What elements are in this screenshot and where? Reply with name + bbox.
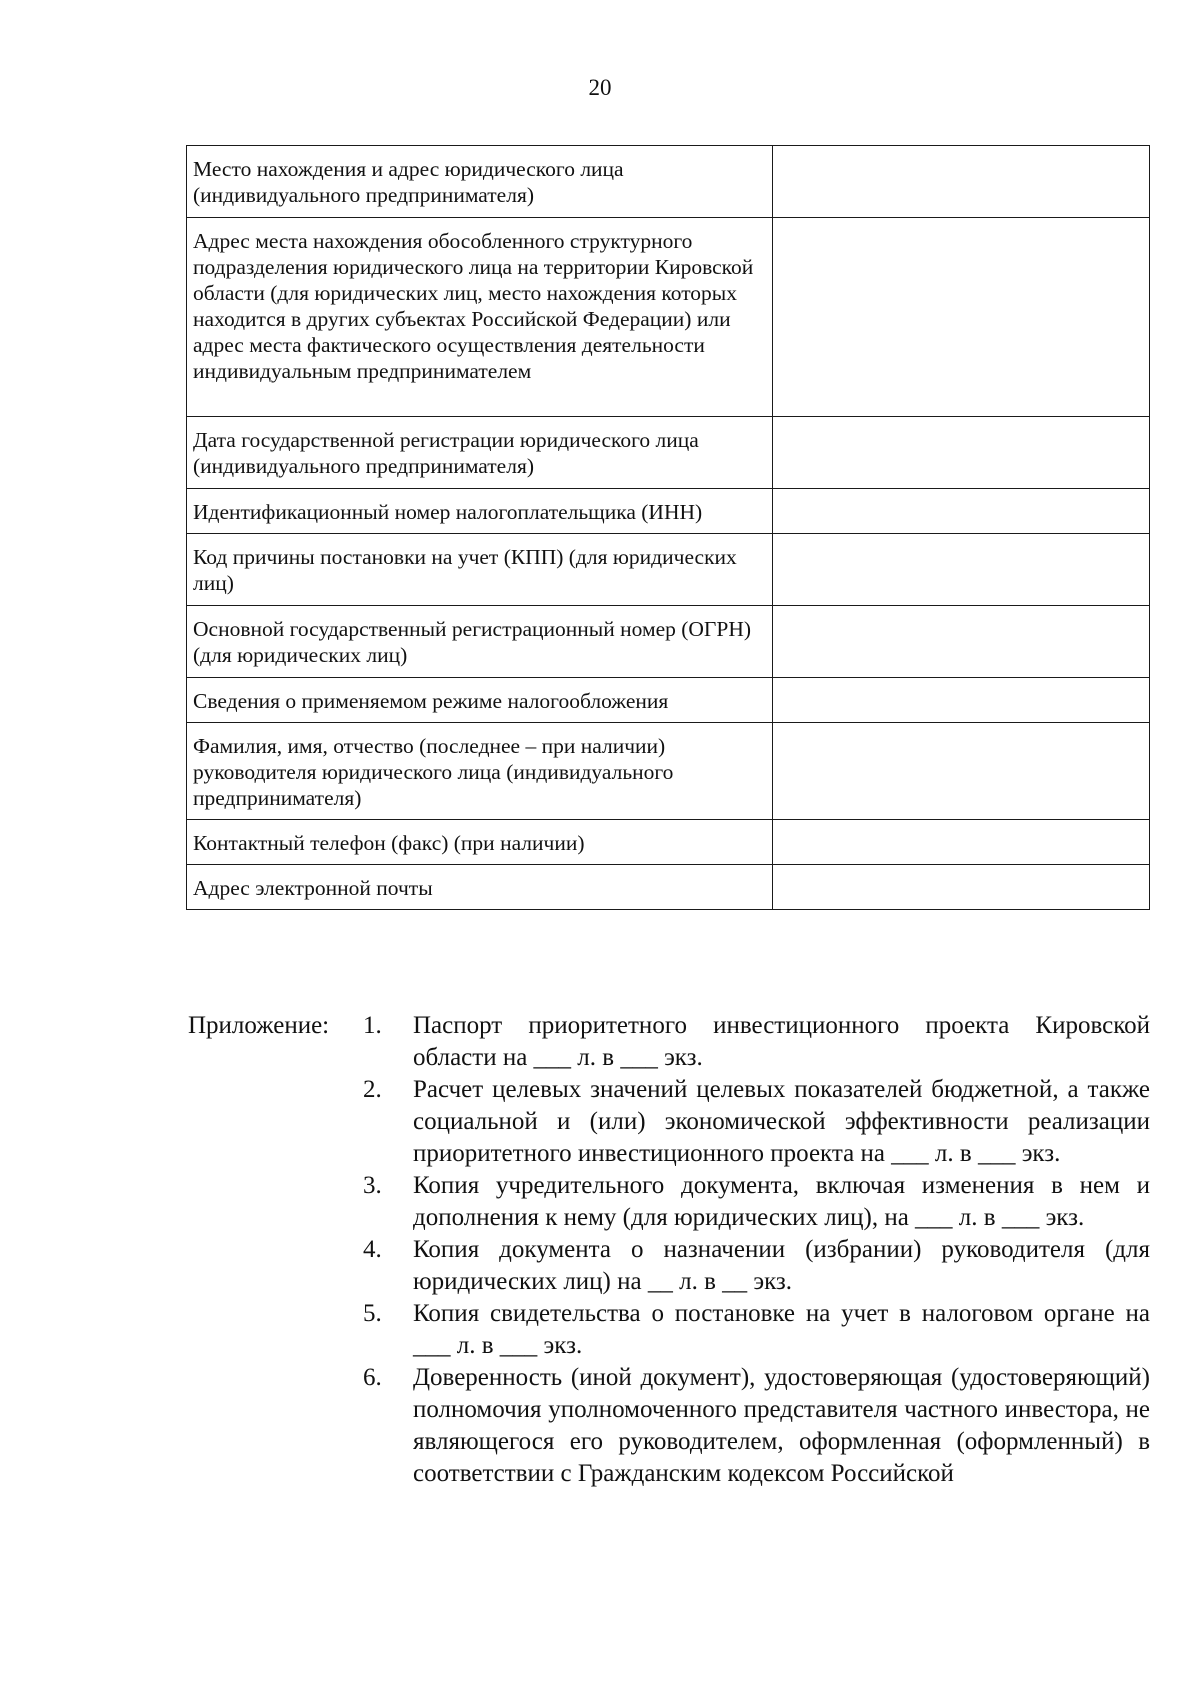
table-row (187, 489, 1150, 534)
table-row (187, 606, 1150, 678)
appendix-item (363, 1362, 1150, 1490)
page-number: 20 (588, 75, 612, 100)
appendix-item (363, 1298, 1150, 1362)
appendix-item (363, 1170, 1150, 1234)
field-label: Фамилия, имя, отчество (последнее – при наличии) руководителя юридического лица (индивидуального предпринимателя) (187, 723, 773, 820)
appendix-item-text: Копия документа о назначении (избрании) руководителя (для юридических лиц) на __ л. в __ экз. (413, 1236, 1150, 1295)
field-label: Адрес электронной почты (187, 865, 773, 910)
field-label: Код причины постановки на учет (КПП) (для юридических лиц) (187, 534, 773, 606)
table-row (187, 146, 1150, 218)
appendix-item (363, 1074, 1150, 1170)
table-row (187, 417, 1150, 489)
field-value[interactable] (773, 678, 1150, 723)
field-label: Основной государственный регистрационный номер (ОГРН) (для юридических лиц) (187, 606, 773, 678)
appendix-item-number: 1. (363, 1012, 382, 1039)
field-value[interactable] (773, 417, 1150, 489)
appendix-item-number: 3. (363, 1172, 382, 1199)
table-row (187, 820, 1150, 865)
table-row (187, 218, 1150, 417)
field-value[interactable] (773, 218, 1150, 417)
appendix-item-text: Копия учредительного документа, включая изменения в нем и дополнения к нему (для юридических лиц), на ___ л. в ___ экз. (413, 1172, 1150, 1231)
appendix-item (363, 1234, 1150, 1298)
appendix-item-number: 6. (363, 1364, 382, 1391)
field-label: Дата государственной регистрации юридического лица (индивидуального предпринимателя) (187, 417, 773, 489)
appendix-item-text: Расчет целевых значений целевых показателей бюджетной, а также социальной и (или) экономической эффективности реализации приоритетного инвестиционного проекта на ___ л. в ___ экз. (413, 1076, 1150, 1167)
field-value[interactable] (773, 723, 1150, 820)
field-value[interactable] (773, 865, 1150, 910)
table-row (187, 534, 1150, 606)
appendix-item-number: 4. (363, 1236, 382, 1263)
field-value[interactable] (773, 606, 1150, 678)
appendix-item (363, 1010, 1150, 1074)
field-value[interactable] (773, 534, 1150, 606)
appendix-item-text: Паспорт приоритетного инвестиционного проекта Кировской области на ___ л. в ___ экз. (413, 1012, 1150, 1071)
appendix-list (363, 1010, 1150, 1490)
table-row (187, 865, 1150, 910)
appendix-item-text: Доверенность (иной документ), удостоверяющая (удостоверяющий) полномочия уполномоченного представителя частного инвестора, не являющегося его руководителем, оформленная (оформленный) в соответствии с Гражданским кодексом Российской (413, 1364, 1150, 1487)
field-label: Сведения о применяемом режиме налогообложения (187, 678, 773, 723)
appendix-item-number: 2. (363, 1076, 382, 1103)
appendix-item-text: Копия свидетельства о постановке на учет в налоговом органе на ___ л. в ___ экз. (413, 1300, 1150, 1359)
field-value[interactable] (773, 489, 1150, 534)
field-label: Идентификационный номер налогоплательщика (ИНН) (187, 489, 773, 534)
field-label: Адрес места нахождения обособленного структурного подразделения юридического лица на территории Кировской области (для юридических лиц, место нахождения которых находится в других субъектах Российской Федерации) или адрес места фактического осуществления деятельности индивидуальным предпринимателем (187, 218, 773, 417)
field-label: Контактный телефон (факс) (при наличии) (187, 820, 773, 865)
table-row (187, 723, 1150, 820)
field-value[interactable] (773, 146, 1150, 218)
table-row (187, 678, 1150, 723)
appendix-title: Приложение: (188, 1012, 330, 1039)
applicant-info-table (186, 145, 1150, 910)
field-label: Место нахождения и адрес юридического лица (индивидуального предпринимателя) (187, 146, 773, 218)
field-value[interactable] (773, 820, 1150, 865)
appendix-item-number: 5. (363, 1300, 382, 1327)
table-body (187, 146, 1150, 910)
